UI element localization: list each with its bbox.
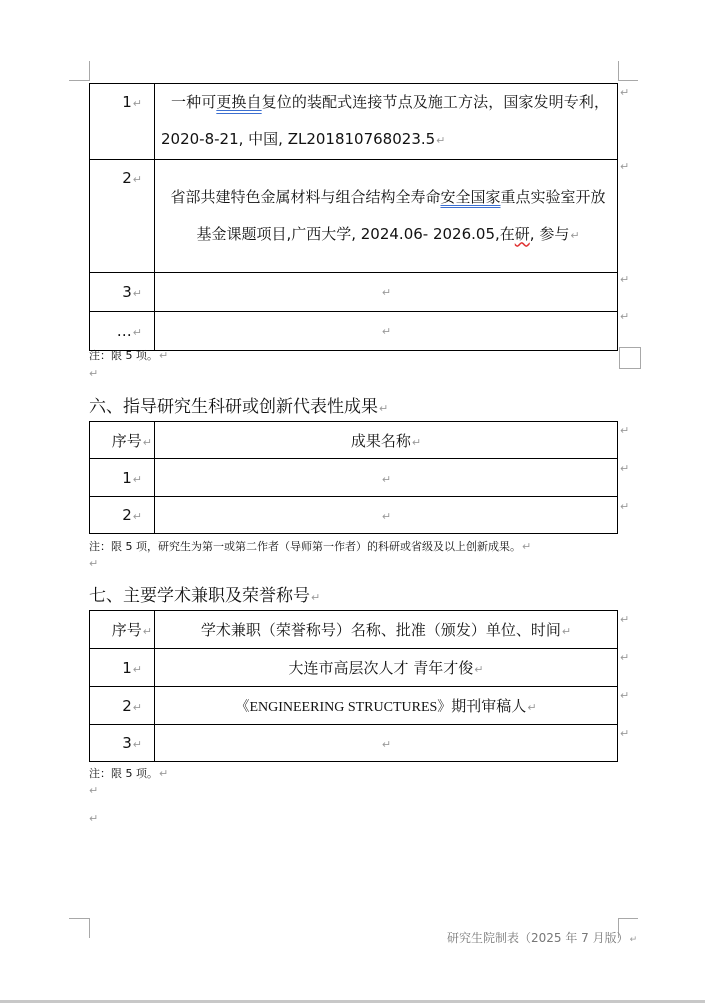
crop-mark-bottom-left-v (89, 918, 90, 938)
patent-text-underlined: 更换自 (216, 93, 262, 111)
note-honors (89, 765, 168, 781)
row-end-mark: ↵ (620, 613, 630, 626)
honors-table (89, 610, 618, 762)
blank-paragraph: ↵ (89, 812, 99, 825)
table-row (90, 725, 618, 762)
crop-mark-top-right-v (618, 61, 619, 81)
table-row (90, 273, 618, 312)
row-number-text: 1 (122, 468, 132, 487)
paragraph-mark: ↵ (381, 286, 392, 299)
paragraph-mark: ↵ (522, 540, 532, 553)
table-row (90, 497, 618, 534)
row-number (90, 725, 155, 762)
table-header-row (90, 611, 618, 649)
table-header-row (90, 422, 618, 459)
paragraph-mark: ↵ (132, 173, 142, 186)
note-achievements (89, 538, 531, 554)
paragraph-mark: ↵ (311, 591, 321, 604)
row-number-text: 2 (122, 506, 132, 524)
row-end-mark: ↵ (620, 424, 630, 437)
row-number (90, 84, 155, 160)
row-number-text: 3 (122, 734, 132, 752)
cell-text: 期刊审稿人 (451, 697, 527, 715)
header-text: 序号 (111, 621, 142, 639)
paragraph-mark: ↵ (132, 738, 142, 751)
row-end-mark: ↵ (620, 500, 630, 513)
paragraph-mark: ↵ (381, 325, 392, 338)
row-number-text: 1 (122, 93, 132, 111)
row-end-mark: ↵ (620, 86, 630, 99)
blank-paragraph: ↵ (89, 784, 99, 797)
note-text: 注：限 5 项。 (89, 349, 158, 362)
table-row (90, 160, 618, 273)
paragraph-mark: ↵ (379, 402, 389, 415)
paragraph-mark: ↵ (132, 472, 142, 486)
honor-cell[interactable] (155, 687, 618, 725)
header-num (90, 422, 155, 459)
table-row (90, 312, 618, 351)
note-patents (89, 347, 168, 363)
project-text-spellcheck: 研 (514, 224, 530, 243)
table-row (90, 459, 618, 497)
row-number-text: 2 (122, 169, 132, 187)
row-number (90, 312, 155, 351)
empty-cell[interactable] (155, 312, 618, 351)
project-text-underlined: 安全国家 (440, 187, 501, 206)
journal-name: 《ENGINEERING STRUCTURES》 (235, 700, 452, 715)
paragraph-mark: ↵ (132, 510, 142, 523)
row-number (90, 160, 155, 273)
patents-table (89, 83, 618, 351)
section-6-heading (89, 392, 388, 417)
paragraph-mark: ↵ (159, 767, 169, 780)
paragraph-mark: ↵ (570, 228, 580, 242)
header-name (155, 422, 618, 459)
paragraph-mark: ↵ (142, 625, 152, 638)
note-text: 注：限 5 项。 (89, 767, 158, 780)
row-number (90, 273, 155, 312)
paragraph-mark: ↵ (561, 625, 572, 638)
paragraph-mark: ↵ (132, 326, 142, 339)
row-number-text: 2 (122, 696, 132, 715)
crop-mark-bottom-left-h (69, 918, 89, 919)
crop-mark-bottom-right-h (618, 918, 638, 919)
row-end-mark: ↵ (620, 160, 630, 173)
row-end-mark: ↵ (620, 273, 630, 286)
paragraph-mark: ↵ (629, 935, 638, 945)
section-7-heading (89, 581, 320, 606)
patent-text-a: 一种可 (171, 93, 217, 111)
row-end-mark: ↵ (620, 727, 630, 740)
table-row (90, 84, 618, 160)
project-cell[interactable] (155, 160, 618, 273)
row-end-mark: ↵ (620, 651, 630, 664)
header-text: 成果名称 (350, 431, 411, 450)
row-end-mark: ↵ (620, 462, 630, 475)
footer-text: 研究生院制表（2025 年 7 月版） (447, 931, 629, 945)
crop-mark-top-left-v (89, 61, 90, 81)
empty-cell[interactable] (155, 497, 618, 534)
paragraph-mark: ↵ (436, 134, 446, 147)
crop-mark-top-left-h (69, 80, 89, 81)
project-text-a: 省部共建特色金属材料与组合结构全寿命 (170, 187, 441, 206)
paragraph-mark: ↵ (381, 510, 392, 523)
paragraph-mark: ↵ (142, 435, 152, 449)
row-number-text: … (116, 322, 132, 340)
paragraph-mark: ↵ (132, 700, 142, 714)
paragraph-mark: ↵ (132, 287, 142, 300)
note-text: 注：限 5 项，研究生为第一或第二作者（导师第一作者）的科研或省级及以上创新成果。 (89, 540, 521, 553)
empty-cell[interactable] (155, 725, 618, 762)
anchor-box (619, 347, 641, 369)
project-text-c: , 参与 (529, 224, 570, 243)
patent-cell[interactable] (155, 84, 618, 160)
header-num (90, 611, 155, 649)
blank-paragraph: ↵ (89, 367, 99, 380)
paragraph-mark: ↵ (132, 97, 142, 110)
paragraph-mark: ↵ (381, 738, 392, 751)
row-number (90, 497, 155, 534)
project-text-b: 重点实验室开放基金课题项目,广西大学, 2024.06- 2026.05,在 (196, 187, 606, 243)
heading-text: 六、指导研究生科研或创新代表性成果 (89, 397, 378, 417)
paragraph-mark: ↵ (411, 435, 422, 449)
row-number-text: 1 (122, 658, 132, 677)
heading-text: 七、主要学术兼职及荣誉称号 (89, 586, 310, 606)
patent-text-b: 复位的装配式连接节点及施工方法，国家发明专利，2020-8-21, 中国, ZL201810768023.5 (161, 93, 609, 148)
empty-cell[interactable] (155, 459, 618, 497)
paragraph-mark: ↵ (527, 701, 537, 714)
cell-text: 大连市高层次人才 青年才俊 (288, 659, 474, 677)
header-text: 学术兼职（荣誉称号）名称、批准（颁发）单位、时间 (200, 621, 561, 639)
paragraph-mark: ↵ (381, 472, 392, 486)
honor-cell[interactable] (155, 649, 618, 687)
blank-paragraph: ↵ (89, 557, 99, 570)
row-number (90, 649, 155, 687)
row-number (90, 459, 155, 497)
crop-mark-top-right-h (618, 80, 638, 81)
row-number-text: 3 (122, 283, 132, 301)
paragraph-mark: ↵ (474, 663, 484, 676)
row-end-mark: ↵ (620, 310, 630, 323)
paragraph-mark: ↵ (132, 662, 142, 676)
empty-cell[interactable] (155, 273, 618, 312)
paragraph-mark: ↵ (159, 349, 169, 362)
table-row (90, 687, 618, 725)
header-text: 序号 (111, 431, 142, 450)
row-number (90, 687, 155, 725)
row-end-mark: ↵ (620, 689, 630, 702)
table-row (90, 649, 618, 687)
footer (447, 929, 637, 946)
header-name (155, 611, 618, 649)
achievements-table (89, 421, 618, 534)
